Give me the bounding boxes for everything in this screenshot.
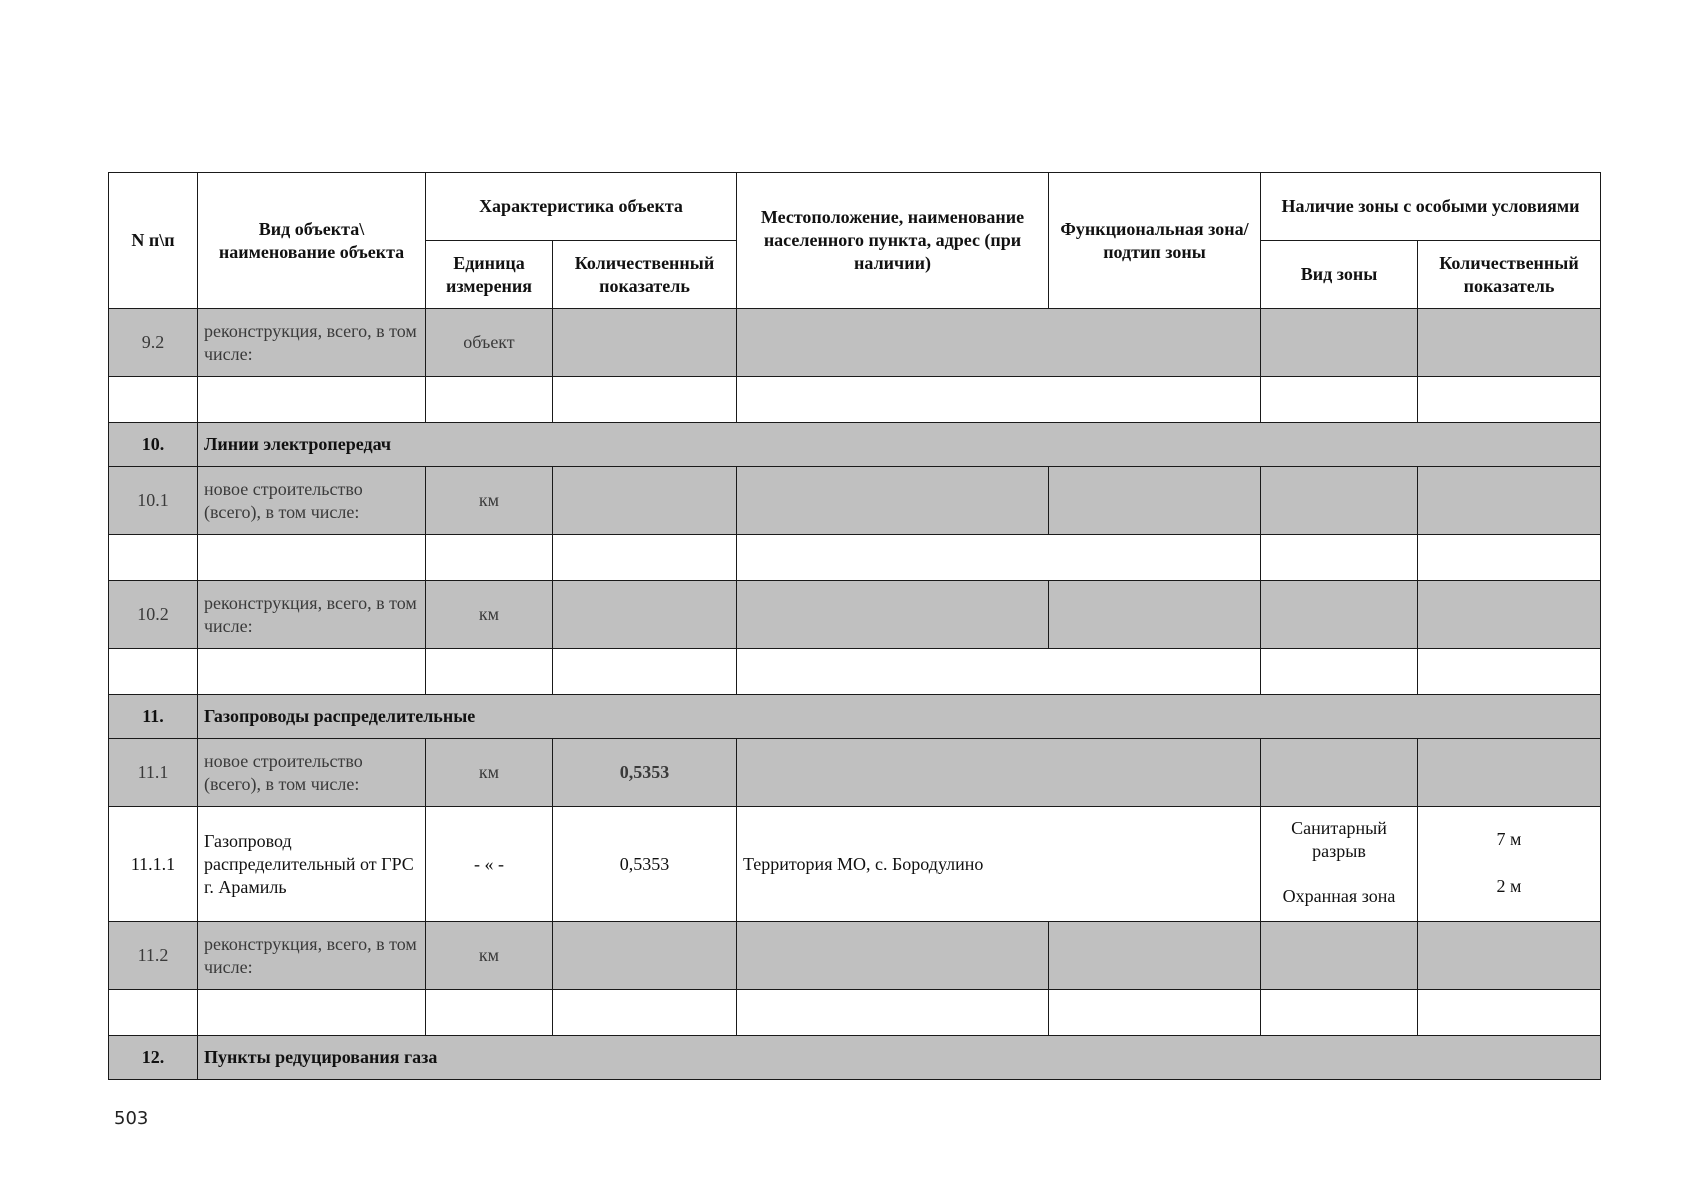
col-special-zone-header: Наличие зоны с особыми условиями [1261, 173, 1601, 241]
row-num: 11.1 [109, 739, 198, 807]
section-row [109, 695, 1601, 739]
table-row [109, 467, 1601, 535]
row-zone-quantity [1418, 581, 1601, 649]
row-functional-zone [1049, 922, 1261, 990]
row-unit: км [426, 467, 553, 535]
row-functional-zone [1049, 581, 1261, 649]
row-location [737, 581, 1049, 649]
objects-table [108, 172, 1601, 1080]
col-characteristic-header: Характеристика объекта [426, 173, 737, 241]
row-num: 10.2 [109, 581, 198, 649]
row-zone-quantity [1418, 467, 1601, 535]
col-zone-quantity-header: Количественный показатель [1418, 241, 1601, 309]
row-zone-quantity [1418, 807, 1601, 922]
row-quantity: 0,5353 [553, 807, 737, 922]
section-num: 10. [109, 423, 198, 467]
section-num: 11. [109, 695, 198, 739]
section-title: Линии электропередач [198, 423, 1601, 467]
table-row [109, 309, 1601, 377]
row-quantity [553, 467, 737, 535]
section-title: Пункты редуцирования газа [198, 1036, 1601, 1080]
table-row [109, 807, 1601, 922]
section-row [109, 423, 1601, 467]
row-unit: - « - [426, 807, 553, 922]
table-row-empty [109, 535, 1601, 581]
row-unit: км [426, 739, 553, 807]
zone-quantity-2: 2 м [1496, 876, 1522, 896]
row-zone-quantity [1418, 922, 1601, 990]
row-location [737, 467, 1049, 535]
table-row [109, 922, 1601, 990]
zone-type-2: Охранная зона [1282, 886, 1396, 906]
row-location: Территория МО, с. Бородулино [737, 807, 1261, 922]
row-functional-zone [1049, 467, 1261, 535]
table-row-empty [109, 990, 1601, 1036]
zone-type-1: Санитарный разрыв [1291, 818, 1387, 861]
col-location-header: Местоположение, наименование населенного пункта, адрес (при наличии) [737, 173, 1049, 309]
row-zone-type [1261, 467, 1418, 535]
section-title: Газопроводы распределительные [198, 695, 1601, 739]
table-row-empty [109, 377, 1601, 423]
row-name: реконструкция, всего, в том числе: [198, 309, 426, 377]
row-name: новое строительство (всего), в том числе: [198, 739, 426, 807]
col-unit-header: Единица измерения [426, 241, 553, 309]
row-zone-quantity [1418, 309, 1601, 377]
row-zone-quantity [1418, 739, 1601, 807]
row-name: реконструкция, всего, в том числе: [198, 922, 426, 990]
row-num: 9.2 [109, 309, 198, 377]
row-location [737, 309, 1261, 377]
row-quantity [553, 922, 737, 990]
row-zone-type [1261, 922, 1418, 990]
header-row-1 [109, 173, 1601, 241]
row-zone-type [1261, 581, 1418, 649]
col-quantity-header: Количественный показатель [553, 241, 737, 309]
row-location [737, 739, 1261, 807]
col-zone-type-header: Вид зоны [1261, 241, 1418, 309]
row-quantity [553, 581, 737, 649]
section-num: 12. [109, 1036, 198, 1080]
col-functional-zone-header: Функциональная зона/ подтип зоны [1049, 173, 1261, 309]
row-zone-type [1261, 309, 1418, 377]
row-num: 10.1 [109, 467, 198, 535]
row-name: новое строительство (всего), в том числе: [198, 467, 426, 535]
row-location [737, 922, 1049, 990]
table-row [109, 581, 1601, 649]
row-quantity: 0,5353 [553, 739, 737, 807]
row-zone-type [1261, 807, 1418, 922]
row-unit: объект [426, 309, 553, 377]
row-zone-type [1261, 739, 1418, 807]
col-name-header: Вид объекта\ наименование объекта [198, 173, 426, 309]
table-row [109, 739, 1601, 807]
page-number: 503 [114, 1108, 149, 1129]
row-unit: км [426, 581, 553, 649]
col-num-header: N п\п [109, 173, 198, 309]
row-name: Газопровод распределительный от ГРС г. Арамиль [198, 807, 426, 922]
row-num: 11.2 [109, 922, 198, 990]
table-row-empty [109, 649, 1601, 695]
row-name: реконструкция, всего, в том числе: [198, 581, 426, 649]
row-unit: км [426, 922, 553, 990]
zone-quantity-1: 7 м [1496, 829, 1522, 849]
row-quantity [553, 309, 737, 377]
section-row [109, 1036, 1601, 1080]
row-num: 11.1.1 [109, 807, 198, 922]
